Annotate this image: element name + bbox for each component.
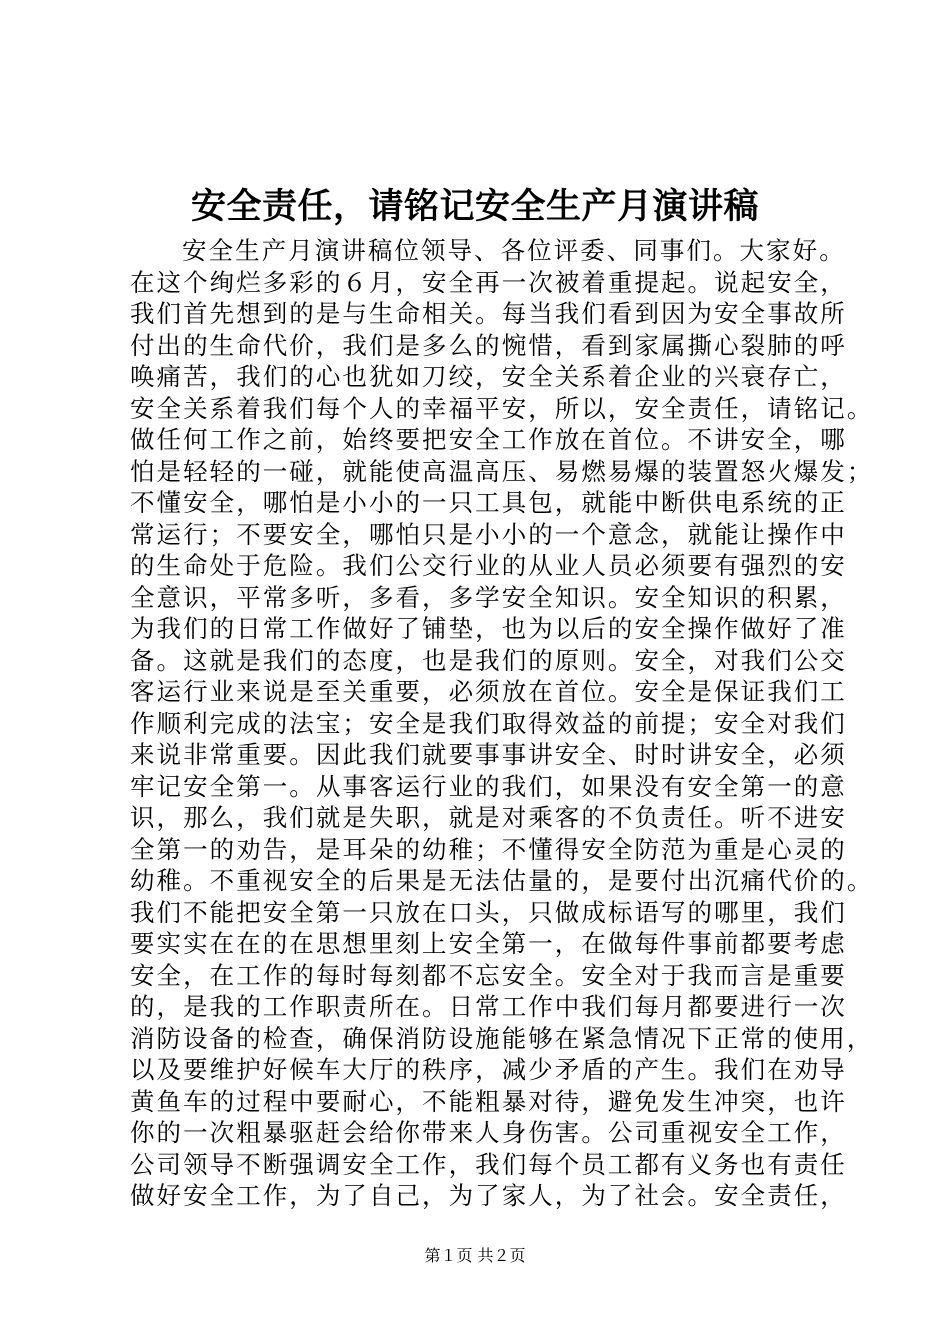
text-line: 的生命处于危险。我们公交行业的从业人员必须要有强烈的安 (130, 551, 847, 580)
text-line: 常运行；不要安全，哪怕只是小小的一个意念，就能让操作中 (130, 519, 847, 549)
text-line: 作顺利完成的法宝；安全是我们取得效益的前提；安全对我们 (130, 708, 847, 738)
text-line: 黄鱼车的过程中要耐心，不能粗暴对待，避免发生冲突，也许 (130, 1086, 847, 1116)
text-line: 怕是轻轻的一碰，就能使高温高压、易燃易爆的装置怒火爆发； (130, 456, 874, 486)
text-line: 安全关系着我们每个人的幸福平安，所以，安全责任，请铭记。 (130, 393, 874, 423)
text-line: 幼稚。不重视安全的后果是无法估量的，是要付出沉痛代价的。 (130, 866, 874, 895)
page-footer: 第１页 共２页 (424, 1246, 526, 1265)
text-line: 牢记安全第一。从事客运行业的我们，如果没有安全第一的意 (130, 771, 847, 801)
text-line: 你的一次粗暴驱赶会给你带来人身伤害。公司重视安全工作， (130, 1118, 847, 1147)
text-line: 要实实在在的在思想里刻上安全第一，在做每件事前都要考虑 (130, 929, 847, 958)
text-line: 安全，在工作的每时每刻都不忘安全。安全对于我而言是重要 (130, 960, 847, 990)
text-line: 公司领导不断强调安全工作，我们每个员工都有义务也有责任 (130, 1149, 847, 1179)
text-line: 我们首先想到的是与生命相关。每当我们看到因为安全事故所 (130, 299, 847, 328)
body-text (130, 235, 874, 1212)
document-title: 安全责任，请铭记安全生产月演讲稿 (190, 186, 759, 227)
text-line: 客运行业来说是至关重要，必须放在首位。安全是保证我们工 (130, 677, 847, 706)
text-line: 全意识，平常多听，多看，多学安全知识。安全知识的积累， (130, 582, 847, 612)
text-line: 来说非常重要。因此我们就要事事讲安全、时时讲安全，必须 (130, 740, 847, 769)
text-line: 以及要维护好候车大厅的秩序，减少矛盾的产生。我们在劝导 (130, 1055, 847, 1084)
text-line: 的，是我的工作职责所在。日常工作中我们每月都要进行一次 (130, 992, 847, 1021)
text-line: 不懂安全，哪怕是小小的一只工具包，就能中断供电系统的正 (130, 488, 847, 517)
text-line: 全第一的劝告，是耳朵的幼稚；不懂得安全防范为重是心灵的 (130, 834, 847, 864)
text-line: 做好安全工作，为了自己，为了家人，为了社会。安全责任， (130, 1181, 847, 1210)
text-line: 消防设备的检查，确保消防设施能够在紧急情况下正常的使用， (130, 1023, 874, 1053)
text-line: 在这个绚烂多彩的６月，安全再一次被着重提起。说起安全， (130, 267, 847, 297)
text-line: 唤痛苦，我们的心也犹如刀绞，安全关系着企业的兴衰存亡， (130, 362, 847, 391)
text-line: 备。这就是我们的态度，也是我们的原则。安全，对我们公交 (130, 645, 847, 675)
text-line: 我们不能把安全第一只放在口头，只做成标语写的哪里，我们 (130, 897, 847, 927)
text-line: 识，那么，我们就是失职，就是对乘客的不负责任。听不进安 (130, 803, 847, 832)
text-line: 为我们的日常工作做好了铺垫，也为以后的安全操作做好了准 (130, 614, 847, 643)
text-line: 做任何工作之前，始终要把安全工作放在首位。不讲安全，哪 (130, 425, 847, 454)
text-line: 安全生产月演讲稿位领导、各位评委、同事们。大家好。 (182, 236, 846, 265)
text-line: 付出的生命代价，我们是多么的惋惜，看到家属撕心裂肺的呼 (130, 330, 847, 360)
